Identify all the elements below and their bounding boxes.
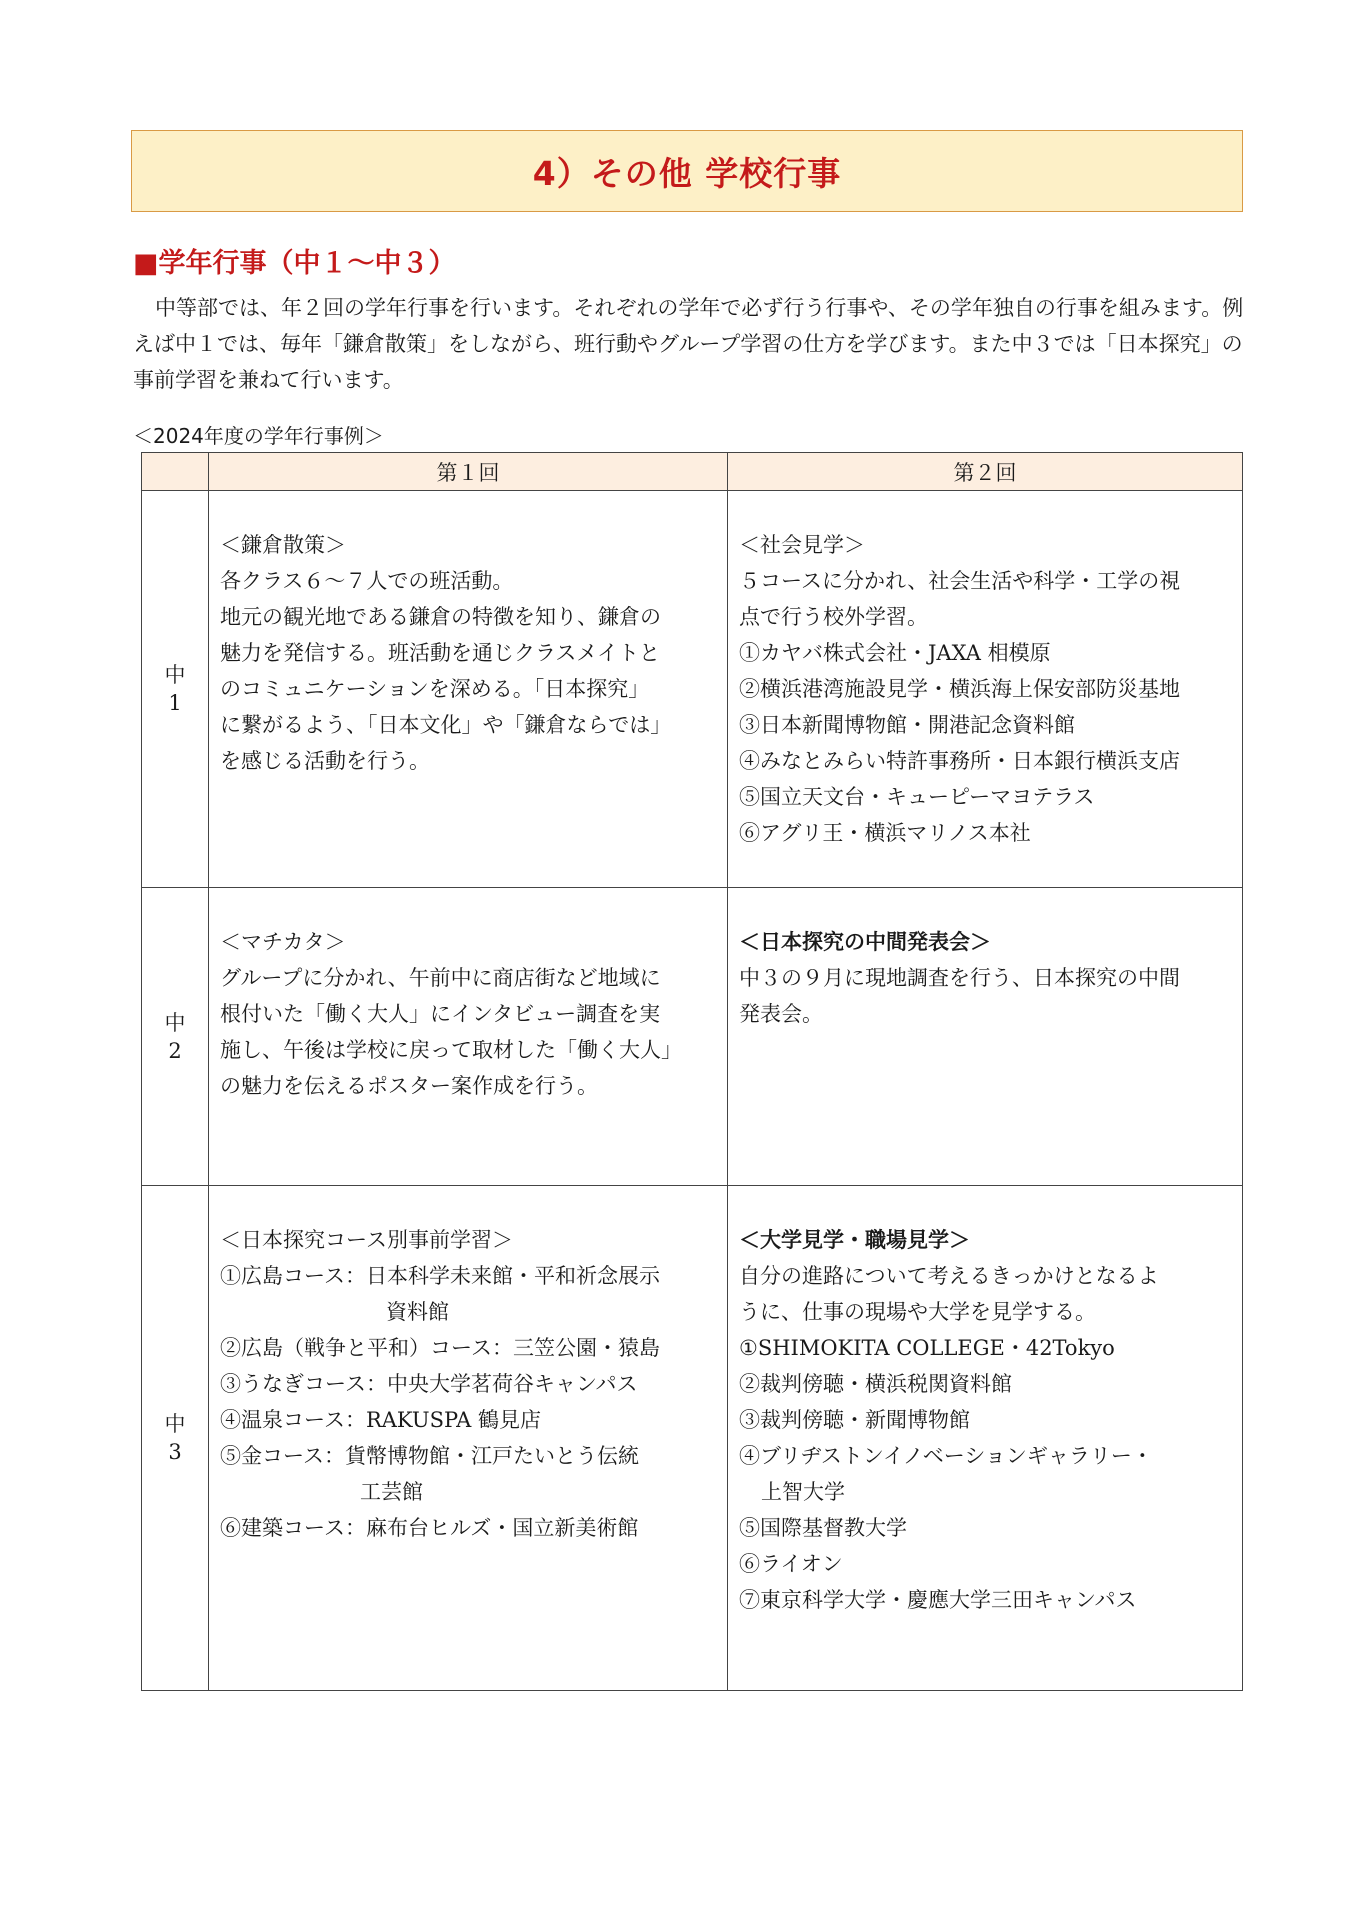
event-heading: ＜マチカタ＞ <box>220 930 346 954</box>
event-cell-second <box>728 491 1243 888</box>
event-line: 工芸館 <box>360 1480 423 1504</box>
page-title: 4）その他 学校行事 <box>532 153 842 193</box>
event-line: ②裁判傍聴・横浜税関資料館 <box>739 1372 1012 1396</box>
header-second-event: 第２回 <box>728 453 1243 491</box>
event-cell-first <box>209 888 728 1186</box>
grade-number: 1 <box>168 691 182 715</box>
table-header-row <box>142 453 1243 491</box>
event-line: 点で行う校外学習。 <box>739 605 928 629</box>
events-table <box>141 452 1243 1691</box>
grade-cell <box>142 491 209 888</box>
table-row-grade-3 <box>142 1186 1243 1691</box>
grade-number: 2 <box>168 1038 182 1063</box>
event-line: ②広島（戦争と平和）コース：三笠公園・猿島 <box>220 1336 660 1360</box>
event-line: に繋がるよう、「日本文化」や「鎌倉ならでは」 <box>220 713 672 737</box>
event-line: 自分の進路について考えるきっかけとなるよ <box>739 1264 1159 1288</box>
event-line: ⑦東京科学大学・慶應大学三田キャンパス <box>739 1588 1137 1612</box>
grade-cell <box>142 1186 209 1691</box>
header-corner <box>142 453 209 491</box>
event-heading: ＜鎌倉散策＞ <box>220 533 346 557</box>
event-line: ①カヤバ株式会社・JAXA 相模原 <box>739 641 1051 665</box>
event-line: ⑥建築コース：麻布台ヒルズ・国立新美術館 <box>220 1516 639 1540</box>
header-first-event: 第１回 <box>209 453 728 491</box>
event-line: ③裁判傍聴・新聞博物館 <box>739 1408 970 1432</box>
event-line: ①SHIMOKITA COLLEGE・42Tokyo <box>739 1336 1115 1360</box>
event-line: 根付いた「働く大人」にインタビュー調査を実 <box>220 1002 661 1026</box>
title-banner <box>131 130 1243 212</box>
event-line: ⑥ライオン <box>739 1552 843 1576</box>
event-line: ④温泉コース：RAKUSPA 鶴見店 <box>220 1408 541 1432</box>
event-line: 魅力を発信する。班活動を通じクラスメイトと <box>220 641 660 665</box>
event-line: のコミュニケーションを深める。「日本探究」 <box>220 677 650 701</box>
event-line: 中３の９月に現地調査を行う、日本探究の中間 <box>739 966 1180 990</box>
table-row-grade-1 <box>142 491 1243 888</box>
event-line: 地元の観光地である鎌倉の特徴を知り、鎌倉の <box>220 605 661 629</box>
event-cell-first <box>209 491 728 888</box>
event-line: ５コースに分かれ、社会生活や科学・工学の視 <box>739 569 1181 593</box>
event-cell-second <box>728 888 1243 1186</box>
grade-label: 中 <box>164 1010 186 1035</box>
grade-cell <box>142 888 209 1186</box>
event-line: 資料館 <box>386 1300 449 1324</box>
event-heading: ＜社会見学＞ <box>739 533 865 557</box>
event-line: を感じる活動を行う。 <box>220 749 430 773</box>
event-line: うに、仕事の現場や大学を見学する。 <box>739 1300 1096 1324</box>
intro-paragraph: 中等部では、年２回の学年行事を行います。それぞれの学年で必ず行う行事や、その学年独自の行事を組みます。例えば中１では、毎年「鎌倉散策」をしながら、班行動やグループ学習の仕方を学びます。また中３では「日本探究」の事前学習を兼ねて行います。 <box>133 296 1244 392</box>
event-line: の魅力を伝えるポスター案作成を行う。 <box>220 1074 598 1098</box>
event-line: 施し、午後は学校に戻って取材した「働く大人」 <box>220 1038 682 1062</box>
event-cell-second <box>728 1186 1243 1691</box>
grade-label: 中 <box>164 663 186 687</box>
section-heading: ■学年行事（中１～中３） <box>133 248 456 279</box>
event-line: 各クラス６～７人での班活動。 <box>220 569 514 593</box>
event-line: ⑤国立天文台・キューピーマヨテラス <box>739 785 1095 809</box>
event-line: グループに分かれ、午前中に商店街など地域に <box>220 966 661 990</box>
event-line: ④ブリヂストンイノベーションギャラリー・ <box>739 1444 1153 1468</box>
grade-number: 3 <box>168 1440 182 1464</box>
event-heading: ＜日本探究コース別事前学習＞ <box>220 1228 513 1252</box>
event-heading: ＜大学見学・職場見学＞ <box>739 1228 970 1252</box>
table-row-grade-2 <box>142 888 1243 1186</box>
table-caption: ＜2024年度の学年行事例＞ <box>133 424 384 448</box>
event-line: ③日本新聞博物館・開港記念資料館 <box>739 713 1075 737</box>
event-line: 上智大学 <box>761 1480 845 1504</box>
event-line: ⑤金コース：貨幣博物館・江戸たいとう伝統 <box>220 1444 639 1468</box>
event-line: ③うなぎコース：中央大学茗荷谷キャンパス <box>220 1372 638 1396</box>
event-heading: ＜日本探究の中間発表会＞ <box>739 930 991 954</box>
event-line: ④みなとみらい特許事務所・日本銀行横浜支店 <box>739 749 1180 773</box>
event-line: ①広島コース：日本科学未来館・平和祈念展示 <box>220 1264 660 1288</box>
event-cell-first <box>209 1186 728 1691</box>
grade-label: 中 <box>164 1412 186 1436</box>
event-line: ⑤国際基督教大学 <box>739 1516 907 1540</box>
event-line: 発表会。 <box>739 1002 823 1026</box>
event-line: ②横浜港湾施設見学・横浜海上保安部防災基地 <box>739 677 1180 701</box>
event-line: ⑥アグリ王・横浜マリノス本社 <box>739 821 1031 845</box>
